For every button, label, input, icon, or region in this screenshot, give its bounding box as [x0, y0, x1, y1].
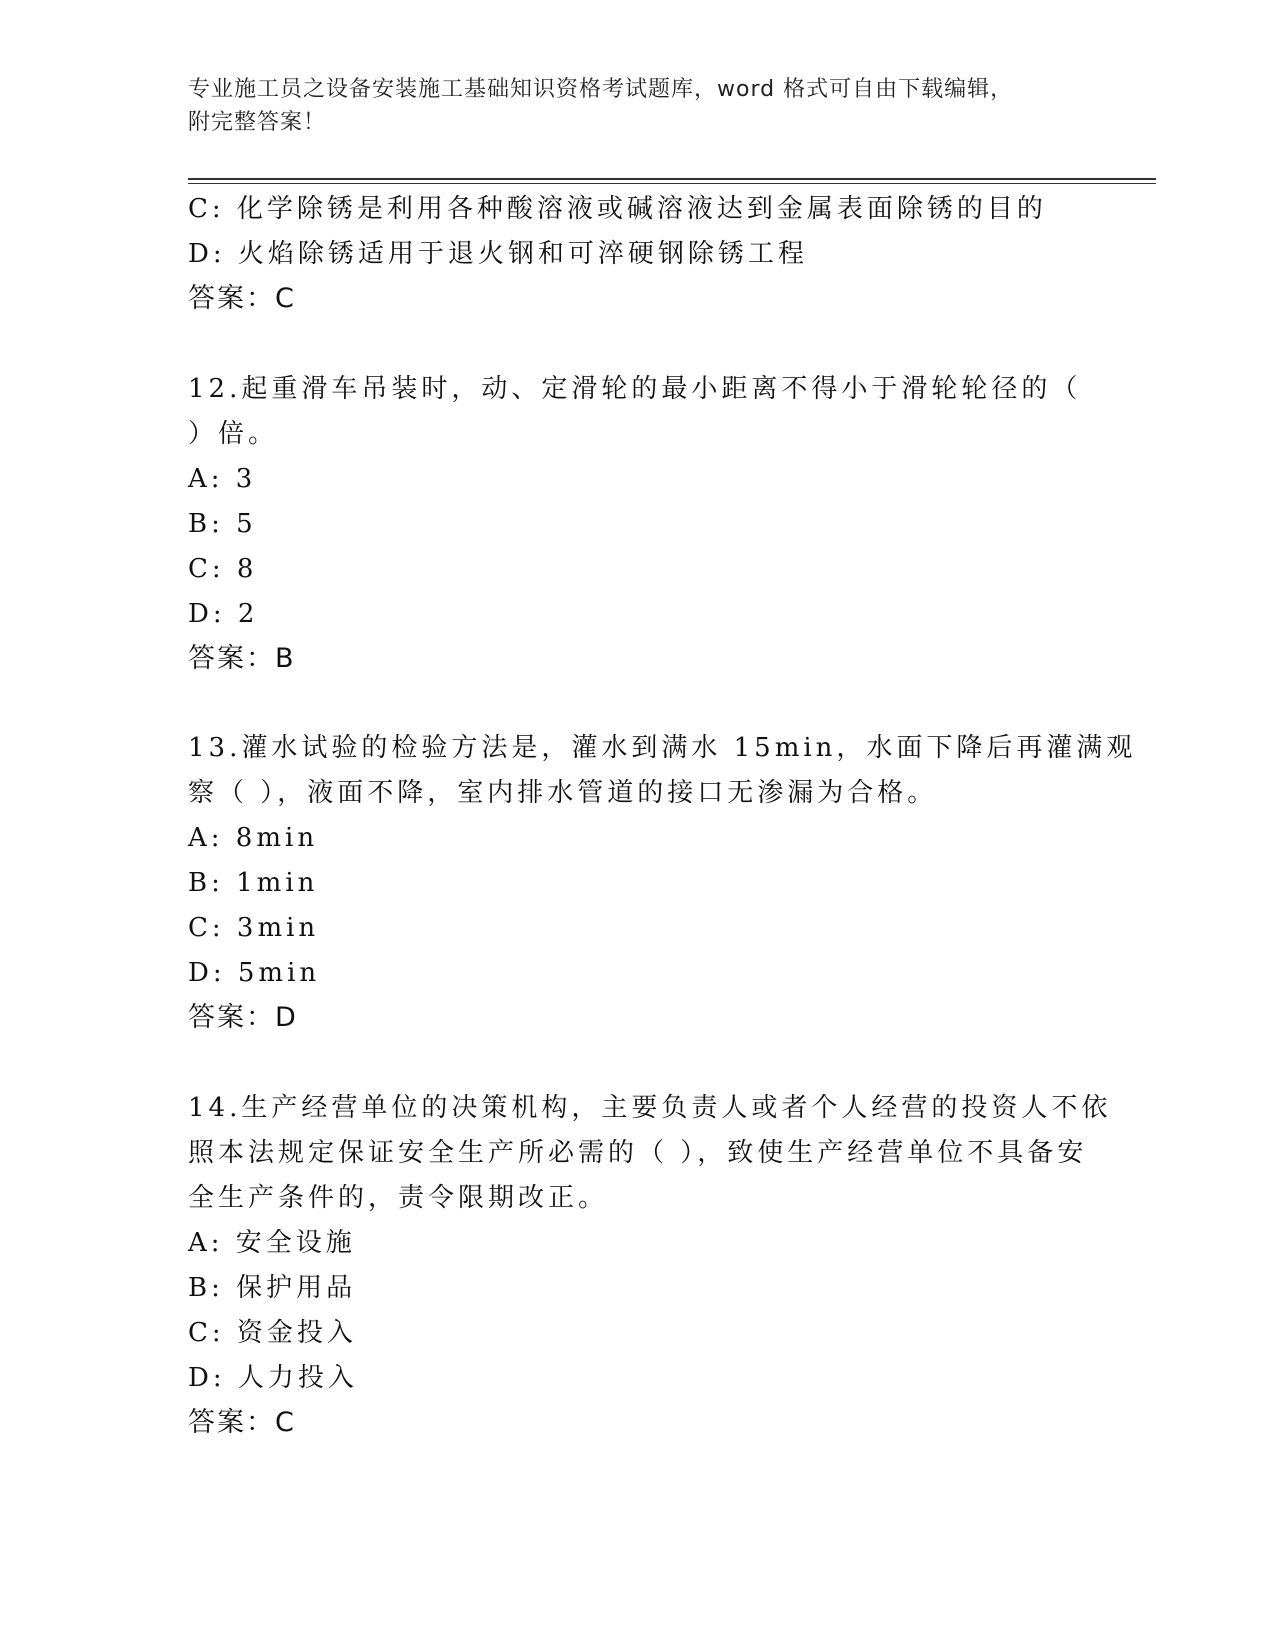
- option-b: B: 5: [188, 509, 257, 539]
- header-line-1: 专业施工员之设备安装施工基础知识资格考试题库，word 格式可自由下载编辑，: [188, 77, 1014, 102]
- option-c: C: 3min: [188, 913, 320, 943]
- question-stem-line-2: 察（ ），液面不降，室内排水管道的接口无渗漏为合格。: [188, 778, 938, 808]
- option-a: A: 8min: [188, 823, 319, 853]
- question-stem-line-1: 14.生产经营单位的决策机构，主要负责人或者个人经营的投资人不依: [188, 1093, 1112, 1123]
- option-d: D: 火焰除锈适用于退火钢和可淬硬钢除锈工程: [188, 239, 808, 269]
- question-stem-line-1: 12.起重滑车吊装时，动、定滑轮的最小距离不得小于滑轮轮径的（: [188, 374, 1082, 404]
- answer: 答案：D: [188, 1002, 298, 1033]
- answer: 答案：C: [188, 283, 296, 314]
- question-stem-line-3: 全生产条件的，责令限期改正。: [188, 1183, 609, 1213]
- question-stem-line-2: ）倍。: [188, 419, 279, 449]
- header-divider-thick: [188, 178, 1156, 180]
- document-header: [188, 73, 1068, 139]
- option-b: B: 保护用品: [188, 1273, 357, 1303]
- header-divider-thin: [188, 183, 1156, 184]
- header-line-2: 附完整答案！: [188, 110, 327, 135]
- question-stem-line-1: 13.灌水试验的检验方法是，灌水到满水 15min，水面下降后再灌满观: [188, 733, 1137, 763]
- answer: 答案：C: [188, 1407, 296, 1438]
- option-a: A: 安全设施: [188, 1228, 356, 1258]
- option-d: D: 2: [188, 599, 259, 629]
- option-b: B: 1min: [188, 868, 319, 898]
- option-c: C: 8: [188, 554, 258, 584]
- option-d: D: 人力投入: [188, 1363, 358, 1393]
- option-a: A: 3: [188, 464, 257, 494]
- option-d: D: 5min: [188, 958, 321, 988]
- option-c: C: 资金投入: [188, 1318, 357, 1348]
- option-c: C: 化学除锈是利用各种酸溶液或碱溶液达到金属表面除锈的目的: [188, 194, 1047, 224]
- question-stem-line-2: 照本法规定保证安全生产所必需的（ ），致使生产经营单位不具备安: [188, 1138, 1088, 1168]
- answer: 答案：B: [188, 643, 296, 674]
